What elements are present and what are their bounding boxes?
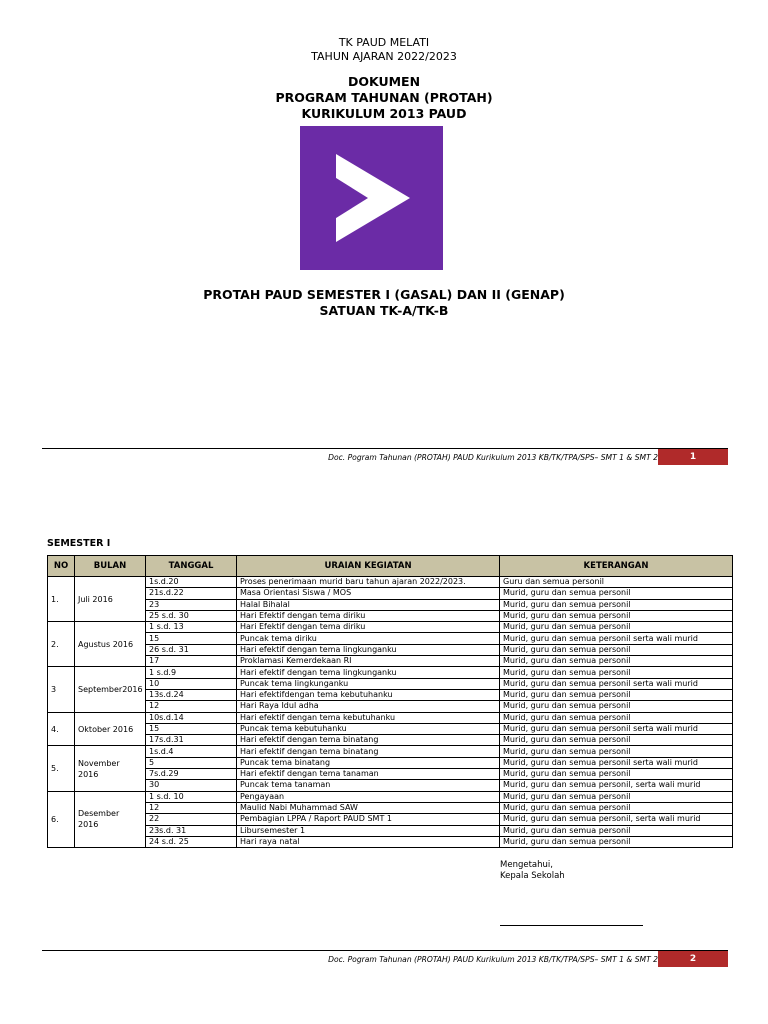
subtitle-line-1: PROTAH PAUD SEMESTER I (GASAL) DAN II (GENAP) <box>203 287 565 302</box>
cell-tanggal: 17 <box>146 656 237 667</box>
cell-uraian: Hari Efektif dengan tema diriku <box>237 610 500 621</box>
document-title <box>0 74 768 122</box>
header-bulan: BULAN <box>75 556 146 577</box>
cell-keterangan: Murid, guru dan semua personil <box>500 588 733 599</box>
play-logo-icon <box>300 126 443 270</box>
cell-keterangan: Murid, guru dan semua personil <box>500 610 733 621</box>
cell-keterangan: Murid, guru dan semua personil <box>500 701 733 712</box>
page-number-badge: 1 <box>658 449 728 465</box>
footer-text: Doc. Pogram Tahunan (PROTAH) PAUD Kurikulum 2013 KB/TK/TPA/SPS– SMT 1 & SMT 2 <box>328 453 658 462</box>
cell-tanggal: 15 <box>146 723 237 734</box>
signature-line <box>500 925 643 926</box>
cell-tanggal: 12 <box>146 802 237 813</box>
cell-no: 6. <box>48 791 75 847</box>
signature-acknowledge: Mengetahui, <box>500 860 553 870</box>
cell-keterangan: Murid, guru dan semua personil <box>500 622 733 633</box>
cell-uraian: Hari efektif dengan tema binatang <box>237 735 500 746</box>
cell-uraian: Puncak tema diriku <box>237 633 500 644</box>
cell-tanggal: 1 s.d. 10 <box>146 791 237 802</box>
cell-uraian: Maulid Nabi Muhammad SAW <box>237 802 500 813</box>
cell-tanggal: 1s.d.20 <box>146 577 237 588</box>
cell-uraian: Pembagian LPPA / Raport PAUD SMT 1 <box>237 814 500 825</box>
cell-keterangan: Murid, guru dan semua personil <box>500 712 733 723</box>
table-row <box>48 735 733 746</box>
cell-tanggal: 26 s.d. 31 <box>146 644 237 655</box>
school-header <box>0 36 768 64</box>
cell-bulan: November 2016 <box>75 746 146 791</box>
cell-keterangan: Murid, guru dan semua personil <box>500 802 733 813</box>
cell-uraian: Libursemester 1 <box>237 825 500 836</box>
cell-keterangan: Murid, guru dan semua personil <box>500 735 733 746</box>
table-row <box>48 814 733 825</box>
semester-label: SEMESTER I <box>47 538 111 549</box>
cell-keterangan: Murid, guru dan semua personil serta wali murid <box>500 633 733 644</box>
school-year: TAHUN AJARAN 2022/2023 <box>311 50 457 63</box>
cell-keterangan: Murid, guru dan semua personil <box>500 836 733 847</box>
cell-no: 1. <box>48 577 75 622</box>
cell-uraian: Hari efektif dengan tema lingkunganku <box>237 644 500 655</box>
cell-no: 5. <box>48 746 75 791</box>
cell-bulan: Juli 2016 <box>75 577 146 622</box>
table-row <box>48 588 733 599</box>
cell-tanggal: 13s.d.24 <box>146 689 237 700</box>
table-row <box>48 836 733 847</box>
table-row <box>48 757 733 768</box>
school-name: TK PAUD MELATI <box>338 36 430 49</box>
cell-keterangan: Murid, guru dan semua personil <box>500 656 733 667</box>
table-row <box>48 678 733 689</box>
cell-keterangan: Murid, guru dan semua personil <box>500 825 733 836</box>
footer-divider <box>42 448 728 449</box>
cell-tanggal: 10 <box>146 678 237 689</box>
header-tanggal: TANGGAL <box>146 556 237 577</box>
cell-uraian: Puncak tema tanaman <box>237 780 500 791</box>
cell-uraian: Hari efektif dengan tema kebutuhanku <box>237 712 500 723</box>
footer-divider <box>42 950 728 951</box>
signature-block <box>500 860 565 882</box>
cell-bulan: Oktober 2016 <box>75 712 146 746</box>
cell-uraian: Puncak tema binatang <box>237 757 500 768</box>
cell-uraian: Hari efektif dengan tema binatang <box>237 746 500 757</box>
cell-keterangan: Murid, guru dan semua personil serta wali murid <box>500 678 733 689</box>
cell-tanggal: 15 <box>146 633 237 644</box>
table-header-row <box>48 556 733 577</box>
cell-bulan: Agustus 2016 <box>75 622 146 667</box>
cell-keterangan: Murid, guru dan semua personil <box>500 746 733 757</box>
footer-text: Doc. Pogram Tahunan (PROTAH) PAUD Kurikulum 2013 KB/TK/TPA/SPS– SMT 1 & SMT 2 <box>328 955 658 964</box>
cell-no: 2. <box>48 622 75 667</box>
cell-tanggal: 10s.d.14 <box>146 712 237 723</box>
cell-tanggal: 22 <box>146 814 237 825</box>
cell-uraian: Proklamasi Kemerdekaan RI <box>237 656 500 667</box>
cell-tanggal: 23s.d. 31 <box>146 825 237 836</box>
cell-keterangan: Murid, guru dan semua personil <box>500 667 733 678</box>
cell-uraian: Hari efektifdengan tema kebutuhanku <box>237 689 500 700</box>
cell-tanggal: 12 <box>146 701 237 712</box>
cell-tanggal: 24 s.d. 25 <box>146 836 237 847</box>
cell-keterangan: Murid, guru dan semua personil <box>500 769 733 780</box>
cell-no: 3 <box>48 667 75 712</box>
cell-keterangan: Murid, guru dan semua personil serta wali murid <box>500 723 733 734</box>
cell-keterangan: Murid, guru dan semua personil <box>500 689 733 700</box>
logo-image <box>300 126 443 270</box>
header-no: NO <box>48 556 75 577</box>
cell-bulan: Desember 2016 <box>75 791 146 847</box>
cell-keterangan: Guru dan semua personil <box>500 577 733 588</box>
header-keterangan: KETERANGAN <box>500 556 733 577</box>
table-row <box>48 599 733 610</box>
table-row <box>48 746 733 757</box>
cell-keterangan: Murid, guru dan semua personil, serta wali murid <box>500 780 733 791</box>
doc-title-line-3: KURIKULUM 2013 PAUD <box>301 106 467 121</box>
cell-uraian: Puncak tema kebutuhanku <box>237 723 500 734</box>
cell-tanggal: 30 <box>146 780 237 791</box>
page-number-badge: 2 <box>658 951 728 967</box>
cell-uraian: Halal Bihalal <box>237 599 500 610</box>
table-row <box>48 769 733 780</box>
cell-uraian: Hari Efektif dengan tema diriku <box>237 622 500 633</box>
activity-table <box>47 555 733 848</box>
cell-uraian: Puncak tema lingkunganku <box>237 678 500 689</box>
table-row <box>48 689 733 700</box>
table-row <box>48 701 733 712</box>
table-row <box>48 656 733 667</box>
cell-tanggal: 7s.d.29 <box>146 769 237 780</box>
table-row <box>48 802 733 813</box>
table-row <box>48 610 733 621</box>
table-row <box>48 577 733 588</box>
cell-tanggal: 1 s.d.9 <box>146 667 237 678</box>
table-row <box>48 791 733 802</box>
cell-keterangan: Murid, guru dan semua personil <box>500 599 733 610</box>
table-row <box>48 644 733 655</box>
cell-uraian: Pengayaan <box>237 791 500 802</box>
table-row <box>48 825 733 836</box>
cell-uraian: Masa Orientasi Siswa / MOS <box>237 588 500 599</box>
table-row <box>48 723 733 734</box>
cell-uraian: Hari raya natal <box>237 836 500 847</box>
cell-tanggal: 21s.d.22 <box>146 588 237 599</box>
cell-tanggal: 25 s.d. 30 <box>146 610 237 621</box>
cell-tanggal: 1s.d.4 <box>146 746 237 757</box>
cell-uraian: Hari efektif dengan tema tanaman <box>237 769 500 780</box>
table-row <box>48 712 733 723</box>
header-uraian: URAIAN KEGIATAN <box>237 556 500 577</box>
cell-no: 4. <box>48 712 75 746</box>
cell-keterangan: Murid, guru dan semua personil <box>500 644 733 655</box>
cell-keterangan: Murid, guru dan semua personil <box>500 791 733 802</box>
protah-subtitle <box>0 287 768 319</box>
table-row <box>48 622 733 633</box>
cell-tanggal: 23 <box>146 599 237 610</box>
cell-keterangan: Murid, guru dan semua personil serta wali murid <box>500 757 733 768</box>
cell-tanggal: 17s.d.31 <box>146 735 237 746</box>
cell-tanggal: 1 s.d. 13 <box>146 622 237 633</box>
table-row <box>48 780 733 791</box>
table-row <box>48 633 733 644</box>
cell-tanggal: 5 <box>146 757 237 768</box>
signature-title: Kepala Sekolah <box>500 871 565 881</box>
doc-title-line-1: DOKUMEN <box>347 74 421 89</box>
cell-uraian: Proses penerimaan murid baru tahun ajaran 2022/2023. <box>237 577 500 588</box>
subtitle-line-2: SATUAN TK-A/TK-B <box>319 303 449 318</box>
doc-title-line-2: PROGRAM TAHUNAN (PROTAH) <box>275 90 493 105</box>
cell-uraian: Hari efektif dengan tema lingkunganku <box>237 667 500 678</box>
cell-uraian: Hari Raya Idul adha <box>237 701 500 712</box>
cell-bulan: September2016 <box>75 667 146 712</box>
cell-keterangan: Murid, guru dan semua personil, serta wali murid <box>500 814 733 825</box>
table-row <box>48 667 733 678</box>
